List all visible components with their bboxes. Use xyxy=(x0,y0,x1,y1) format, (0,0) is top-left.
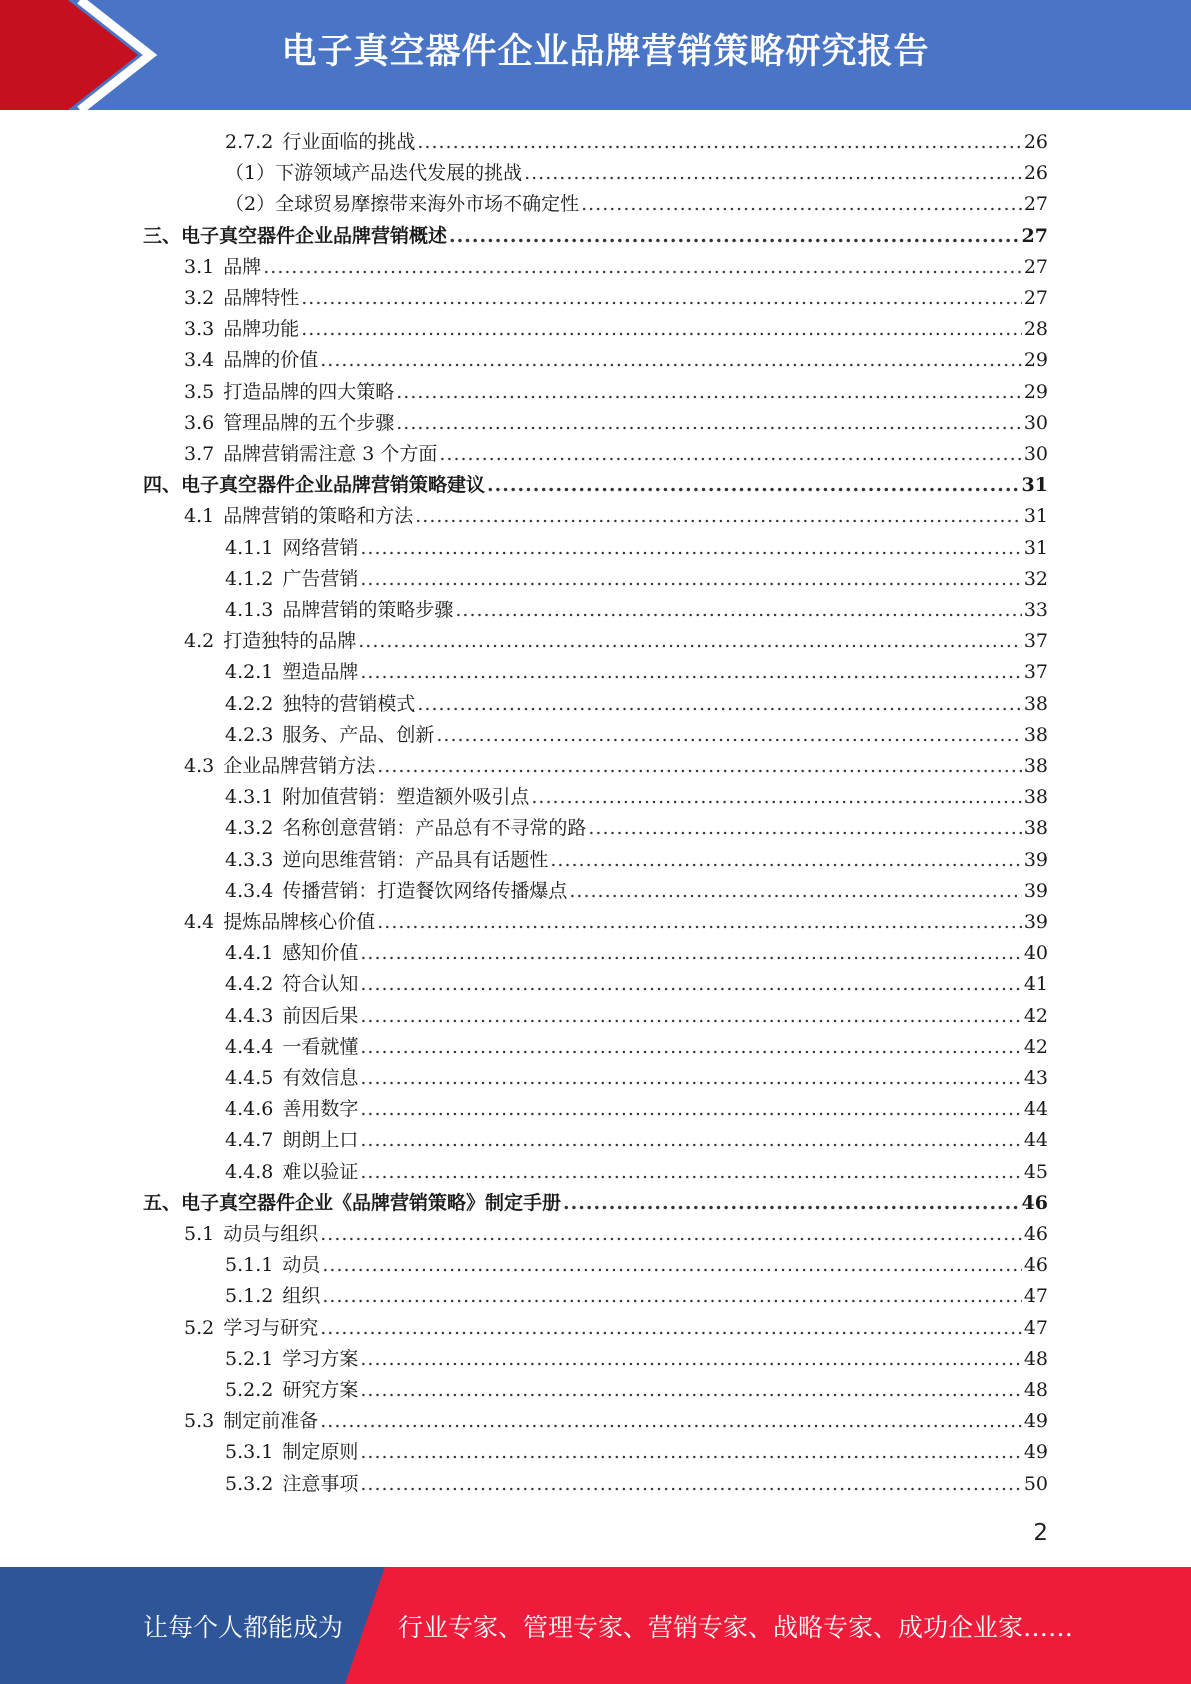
toc-dot-leader xyxy=(320,345,1022,376)
toc-dot-leader xyxy=(563,1188,1020,1219)
toc-entry xyxy=(225,1032,1048,1063)
toc-dot-leader xyxy=(360,1032,1021,1063)
toc-entry-number: 5.1.1 xyxy=(225,1254,274,1276)
toc-entry-number: 4.3.2 xyxy=(225,817,274,839)
toc-entry xyxy=(184,1219,1048,1250)
toc-entry-title: 独特的营销模式 xyxy=(282,693,416,715)
toc-dot-leader xyxy=(417,127,1021,158)
toc-entry xyxy=(225,564,1048,595)
toc-entry xyxy=(143,470,1048,501)
toc-entry-title: 逆向思维营销：产品具有话题性 xyxy=(282,849,549,871)
toc-entry xyxy=(184,345,1048,376)
toc-entry-page: 27 xyxy=(1023,256,1048,278)
toc-entry xyxy=(225,689,1048,720)
toc-dot-leader xyxy=(569,876,1021,907)
toc-entry xyxy=(225,1157,1048,1188)
toc-dot-leader xyxy=(320,1313,1022,1344)
toc-entry-page: 28 xyxy=(1023,318,1048,340)
toc-entry-page: 26 xyxy=(1023,131,1048,153)
toc-entry xyxy=(184,751,1048,782)
toc-entry-page: 46 xyxy=(1023,1254,1048,1276)
toc-entry xyxy=(184,314,1048,345)
toc-entry xyxy=(225,1469,1048,1500)
toc-dot-leader xyxy=(320,1219,1022,1250)
toc-entry-title: 管理品牌的五个步骤 xyxy=(223,412,395,434)
toc-entry-title: 三、电子真空器件企业品牌营销概述 xyxy=(143,225,448,247)
toc-entry-title: 打造品牌的四大策略 xyxy=(223,381,395,403)
toc-entry-page: 31 xyxy=(1023,505,1048,527)
toc-dot-leader xyxy=(377,907,1022,938)
toc-entry xyxy=(184,1406,1048,1437)
toc-entry-page: 38 xyxy=(1023,786,1048,808)
toc-entry xyxy=(184,283,1048,314)
toc-entry-number: 4.1.2 xyxy=(225,568,274,590)
toc-entry-page: 48 xyxy=(1023,1348,1048,1370)
toc-dot-leader xyxy=(360,1094,1021,1125)
toc-entry-title: 品牌营销需注意 3 个方面 xyxy=(223,443,438,465)
toc-entry-title: 善用数字 xyxy=(282,1098,359,1120)
toc-entry xyxy=(225,595,1048,626)
toc-entry xyxy=(225,1281,1048,1312)
toc-dot-leader xyxy=(581,189,1022,220)
toc-dot-leader xyxy=(396,377,1022,408)
toc-entry xyxy=(184,252,1048,283)
toc-entry xyxy=(225,720,1048,751)
toc-entry-number: 5.1.2 xyxy=(225,1285,274,1307)
toc-entry-title: （2）全球贸易摩擦带来海外市场不确定性 xyxy=(225,193,580,215)
toc-entry-title: 附加值营销：塑造额外吸引点 xyxy=(282,786,530,808)
toc-entry-page: 33 xyxy=(1023,599,1048,621)
toc-entry-page: 48 xyxy=(1023,1379,1048,1401)
toc-entry-title: 有效信息 xyxy=(282,1067,359,1089)
toc-entry-page: 27 xyxy=(1023,287,1048,309)
toc-entry-page: 30 xyxy=(1023,412,1048,434)
toc-entry-page: 27 xyxy=(1023,193,1048,215)
toc-dot-leader xyxy=(449,221,1020,252)
toc-entry xyxy=(184,501,1048,532)
toc-entry-page: 31 xyxy=(1021,474,1048,496)
toc-entry-number: 4.4.2 xyxy=(225,973,274,995)
toc-entry-title: 广告营销 xyxy=(282,568,359,590)
toc-dot-leader xyxy=(263,252,1022,283)
toc-dot-leader xyxy=(301,283,1022,314)
toc-entry-page: 29 xyxy=(1023,349,1048,371)
toc-entry xyxy=(225,533,1048,564)
toc-entry-page: 37 xyxy=(1023,630,1048,652)
toc-entry xyxy=(225,938,1048,969)
toc-entry-page: 50 xyxy=(1023,1473,1048,1495)
toc-entry xyxy=(225,657,1048,688)
toc-entry-page: 49 xyxy=(1023,1441,1048,1463)
toc-entry-title: 制定原则 xyxy=(282,1441,359,1463)
toc-entry-number: 4.2.2 xyxy=(225,693,274,715)
toc-dot-leader xyxy=(360,969,1021,1000)
toc-entry-page: 46 xyxy=(1021,1192,1048,1214)
toc-dot-leader xyxy=(301,314,1022,345)
toc-entry-title: 品牌 xyxy=(223,256,262,278)
toc-entry-page: 42 xyxy=(1023,1005,1048,1027)
toc-entry-number: 4.3.3 xyxy=(225,849,274,871)
toc-entry xyxy=(184,439,1048,470)
toc-entry xyxy=(225,1094,1048,1125)
toc-entry-number: 3.5 xyxy=(184,381,215,403)
toc-entry-number: 4.1 xyxy=(184,505,215,527)
toc-entry-title: （1）下游领域产品迭代发展的挑战 xyxy=(225,162,523,184)
toc-entry-number: 3.3 xyxy=(184,318,215,340)
toc-entry-title: 传播营销：打造餐饮网络传播爆点 xyxy=(282,880,568,902)
footer-slogan-right: 行业专家、管理专家、营销专家、战略专家、成功企业家…… xyxy=(398,1613,1074,1642)
toc-entry-page: 38 xyxy=(1023,724,1048,746)
toc-entry-page: 39 xyxy=(1023,911,1048,933)
toc-entry-number: 4.4.5 xyxy=(225,1067,274,1089)
toc-entry-page: 46 xyxy=(1023,1223,1048,1245)
toc-entry-page: 49 xyxy=(1023,1410,1048,1432)
toc-entry-title: 塑造品牌 xyxy=(282,661,359,683)
toc-entry-title: 学习方案 xyxy=(282,1348,359,1370)
toc-entry-page: 26 xyxy=(1023,162,1048,184)
toc-dot-leader xyxy=(360,1063,1021,1094)
toc-entry-number: 5.3 xyxy=(184,1410,215,1432)
toc-entry-number: 5.3.2 xyxy=(225,1473,274,1495)
toc-entry xyxy=(225,782,1048,813)
toc-dot-leader xyxy=(322,1250,1021,1281)
toc-entry xyxy=(184,1313,1048,1344)
toc-entry-number: 4.1.3 xyxy=(225,599,274,621)
toc-dot-leader xyxy=(396,408,1022,439)
report-title: 电子真空器件企业品牌营销策略研究报告 xyxy=(281,32,930,72)
toc-entry xyxy=(225,1125,1048,1156)
toc-entry-page: 40 xyxy=(1023,942,1048,964)
toc-entry xyxy=(225,813,1048,844)
toc-entry xyxy=(225,1063,1048,1094)
toc-entry-number: 3.7 xyxy=(184,443,215,465)
toc-entry-page: 44 xyxy=(1023,1129,1048,1151)
toc-entry-title: 注意事项 xyxy=(282,1473,359,1495)
toc-entry-title: 动员与组织 xyxy=(223,1223,319,1245)
toc-dot-leader xyxy=(377,751,1022,782)
toc-entry-page: 38 xyxy=(1023,693,1048,715)
toc-entry-title: 品牌营销的策略和方法 xyxy=(223,505,414,527)
toc-entry xyxy=(184,907,1048,938)
toc-dot-leader xyxy=(455,595,1021,626)
toc-entry xyxy=(225,969,1048,1000)
toc-dot-leader xyxy=(550,845,1021,876)
toc-entry-title: 研究方案 xyxy=(282,1379,359,1401)
toc-dot-leader xyxy=(360,1001,1021,1032)
toc-entry-title: 网络营销 xyxy=(282,537,359,559)
toc-entry xyxy=(225,158,1048,189)
toc-entry-number: 4.1.1 xyxy=(225,537,274,559)
toc-entry xyxy=(225,1437,1048,1468)
toc-entry-number: 4.4.6 xyxy=(225,1098,274,1120)
toc-dot-leader xyxy=(360,1344,1021,1375)
toc-entry-number: 5.2 xyxy=(184,1317,215,1339)
toc-entry-number: 4.2.3 xyxy=(225,724,274,746)
toc-entry-page: 27 xyxy=(1021,225,1048,247)
page-header xyxy=(0,0,1191,110)
toc-entry-page: 37 xyxy=(1023,661,1048,683)
toc-dot-leader xyxy=(360,1375,1021,1406)
toc-entry xyxy=(225,845,1048,876)
toc-dot-leader xyxy=(588,813,1021,844)
toc-dot-leader xyxy=(320,1406,1022,1437)
toc-entry-title: 制定前准备 xyxy=(223,1410,319,1432)
toc-entry xyxy=(184,408,1048,439)
toc-entry-number: 4.4 xyxy=(184,911,215,933)
toc-entry-number: 4.4.8 xyxy=(225,1161,274,1183)
toc-entry-number: 4.3.4 xyxy=(225,880,274,902)
toc-entry xyxy=(143,221,1048,252)
toc-entry-title: 四、电子真空器件企业品牌营销策略建议 xyxy=(143,474,486,496)
toc-entry-page: 44 xyxy=(1023,1098,1048,1120)
toc-entry-number: 3.1 xyxy=(184,256,215,278)
toc-entry-number: 4.3 xyxy=(184,755,215,777)
toc-entry-title: 一看就懂 xyxy=(282,1036,359,1058)
toc-entry-number: 4.4.4 xyxy=(225,1036,274,1058)
toc-entry-page: 30 xyxy=(1023,443,1048,465)
toc-entry-title: 组织 xyxy=(282,1285,321,1307)
toc-dot-leader xyxy=(360,533,1021,564)
toc-entry-title: 学习与研究 xyxy=(223,1317,319,1339)
toc-dot-leader xyxy=(439,439,1021,470)
toc-dot-leader xyxy=(487,470,1020,501)
toc-entry-page: 42 xyxy=(1023,1036,1048,1058)
toc-entry-page: 43 xyxy=(1023,1067,1048,1089)
footer-slogan-left: 让每个人都能成为 xyxy=(143,1613,344,1642)
toc-entry xyxy=(184,626,1048,657)
toc-entry-number: 3.6 xyxy=(184,412,215,434)
toc-dot-leader xyxy=(360,1125,1021,1156)
toc-dot-leader xyxy=(417,689,1021,720)
toc-entry xyxy=(143,1188,1048,1219)
toc-entry-page: 39 xyxy=(1023,880,1048,902)
toc-entry-page: 29 xyxy=(1023,381,1048,403)
toc-entry-title: 品牌营销的策略步骤 xyxy=(282,599,454,621)
toc-dot-leader xyxy=(360,1157,1021,1188)
toc-entry-title: 感知价值 xyxy=(282,942,359,964)
toc-dot-leader xyxy=(531,782,1021,813)
toc-entry-title: 提炼品牌核心价值 xyxy=(223,911,376,933)
toc-entry-number: 4.2 xyxy=(184,630,215,652)
toc-dot-leader xyxy=(322,1281,1021,1312)
toc-dot-leader xyxy=(360,1437,1021,1468)
toc-dot-leader xyxy=(360,1469,1021,1500)
toc-entry-number: 2.7.2 xyxy=(225,131,274,153)
toc-entry-number: 5.2.1 xyxy=(225,1348,274,1370)
toc-entry-title: 动员 xyxy=(282,1254,321,1276)
toc-entry-number: 4.4.1 xyxy=(225,942,274,964)
toc-entry xyxy=(225,1001,1048,1032)
toc-entry-title: 难以验证 xyxy=(282,1161,359,1183)
toc-entry-title: 行业面临的挑战 xyxy=(282,131,416,153)
toc-entry-number: 3.4 xyxy=(184,349,215,371)
toc-entry-title: 品牌的价值 xyxy=(223,349,319,371)
toc-dot-leader xyxy=(360,938,1021,969)
toc-entry-page: 38 xyxy=(1023,817,1048,839)
toc-entry-number: 5.3.1 xyxy=(225,1441,274,1463)
toc-entry-title: 服务、产品、创新 xyxy=(282,724,435,746)
toc-dot-leader xyxy=(436,720,1021,751)
toc-entry xyxy=(225,1344,1048,1375)
toc-dot-leader xyxy=(360,564,1021,595)
toc-dot-leader xyxy=(358,626,1022,657)
toc-entry-page: 47 xyxy=(1023,1285,1048,1307)
toc-entry xyxy=(225,1375,1048,1406)
toc-entry-page: 39 xyxy=(1023,849,1048,871)
toc-entry-title: 名称创意营销：产品总有不寻常的路 xyxy=(282,817,587,839)
toc-entry-number: 3.2 xyxy=(184,287,215,309)
toc-entry-title: 五、电子真空器件企业《品牌营销策略》制定手册 xyxy=(143,1192,562,1214)
toc-entry-page: 38 xyxy=(1023,755,1048,777)
toc-dot-leader xyxy=(415,501,1022,532)
toc-entry-page: 31 xyxy=(1023,537,1048,559)
toc-entry-number: 4.2.1 xyxy=(225,661,274,683)
toc-entry-number: 5.1 xyxy=(184,1223,215,1245)
toc-entry-page: 45 xyxy=(1023,1161,1048,1183)
toc-entry-number: 4.4.7 xyxy=(225,1129,274,1151)
toc-entry xyxy=(225,1250,1048,1281)
toc-entry-page: 41 xyxy=(1023,973,1048,995)
toc-entry-title: 前因后果 xyxy=(282,1005,359,1027)
page-footer xyxy=(0,1567,1191,1684)
toc-entry-title: 朗朗上口 xyxy=(282,1129,359,1151)
toc-entry-title: 打造独特的品牌 xyxy=(223,630,357,652)
toc-dot-leader xyxy=(360,657,1021,688)
toc-entry-title: 品牌功能 xyxy=(223,318,300,340)
toc-entry-page: 47 xyxy=(1023,1317,1048,1339)
toc-entry-number: 5.2.2 xyxy=(225,1379,274,1401)
toc-entry-title: 符合认知 xyxy=(282,973,359,995)
toc-entry-page: 32 xyxy=(1023,568,1048,590)
toc-entry xyxy=(225,876,1048,907)
toc-entry xyxy=(225,189,1048,220)
toc-dot-leader xyxy=(524,158,1022,189)
toc-entry xyxy=(225,127,1048,158)
toc-entry-number: 4.4.3 xyxy=(225,1005,274,1027)
toc-entry xyxy=(184,377,1048,408)
toc-entry-title: 品牌特性 xyxy=(223,287,300,309)
toc-entry-number: 4.3.1 xyxy=(225,786,274,808)
toc-entry-title: 企业品牌营销方法 xyxy=(223,755,376,777)
page-number: 2 xyxy=(1033,1520,1048,1546)
